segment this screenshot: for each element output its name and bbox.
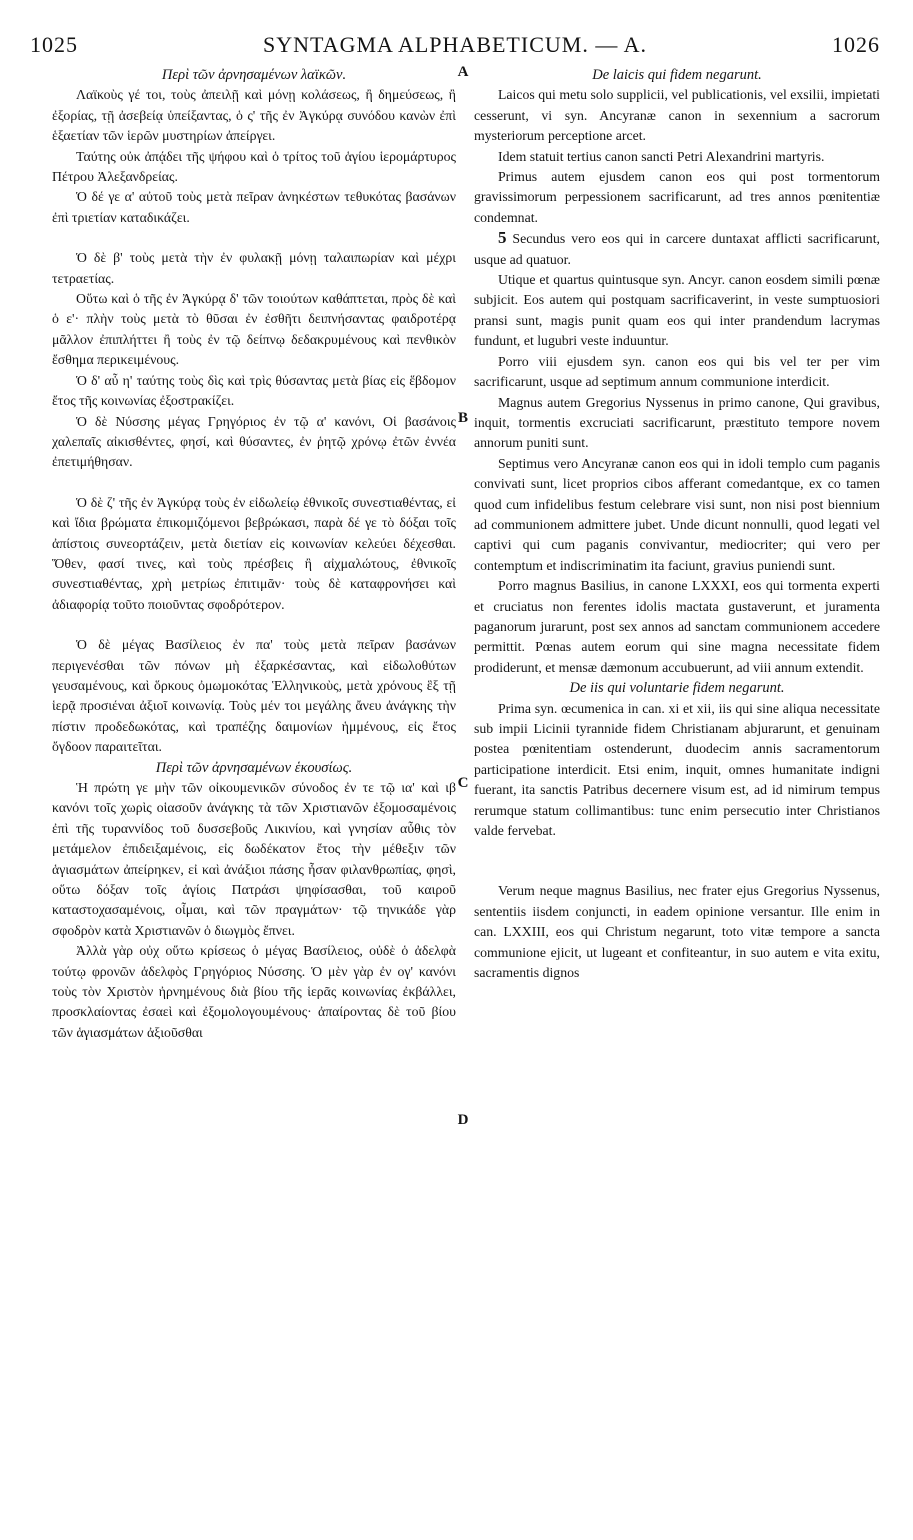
latin-column [474, 65, 880, 1520]
running-title: SYNTAGMA ALPHABETICUM. — A. [263, 32, 647, 57]
latin-paragraph: Utique et quartus quintusque syn. Ancyr. canon eosdem simili pœnæ subjicit. Eos autem qui postquam sacrificaverint, in veste sumptuosiori pransi sunt, magis punit quam eos qui inter prandendum lacrymas fundunt, et lugubri veste induuntur. [474, 272, 880, 349]
latin-paragraph: Laicos qui metu solo supplicii, vel publicationis, vel exsilii, impietati cesserunt, vi syn. Ancyranæ canon in sexennium a sacrorum mysteriorum perceptione arcet. [474, 87, 880, 144]
greek-column [52, 65, 456, 1520]
latin-paragraph [474, 228, 880, 270]
section-number: 5 [498, 228, 507, 248]
greek-paragraph: Ταύτης οὐκ ἀπᾴδει τῆς ψήφου καὶ ὁ τρίτος τοῦ ἁγίου ἱερομάρτυρος Πέτρου Ἀλεξανδρείας. [52, 148, 456, 185]
greek-paragraph: Ἀλλὰ γὰρ οὐχ οὕτω κρίσεως ὁ μέγας Βασίλειος, οὐδὲ ὁ ἀδελφὰ τούτῳ φρονῶν ἀδελφὸς Γρηγόριος Νύσσης. Ὁ μὲν γὰρ ἐν ογ' κανόνι τοὺς τὸν Χριστὸν ἠρνημένους διὰ βίου τῆς ἱερᾶς κοινωνίας ἐκβάλλει, προσκλαίοντας ἐσαεὶ καὶ ἐξομολογουμένους· ἀπαίροντας δὲ τοῦ βίου τῶν ἁγιασμάτων ἀξιοῦσθαι [52, 943, 456, 1040]
latin-heading-voluntary-denial: De iis qui voluntarie fidem negarunt. [569, 680, 785, 697]
greek-paragraph: Ἡ πρώτη γε μὴν τῶν οἰκουμενικῶν σύνοδος ἐν τε τῷ ια' καὶ ιβ κανόνι τοῖς χωρὶς οἱασοῦν ἀνάγκης τὰ τῶν Χριστιανῶν ἐξομοσαμένοις ἐπὶ τῆς τυραννίδος τοῦ δυσσεβοῦς Λικινίου, καὶ γνησίαν αὖθις τὸν μετάμελον ἐπιδειξαμένοις, εἰς δωδέκατον ἔτος τὴν μέθεξιν τῶν ἁγιασμάτων ἀπείρηκεν, εἰ καὶ ἀνάξιοι πάσης ἦσαν φιλανθρωπίας, φησὶ, οὕτω δόξαν τοῖς ἁγίοις Πατράσι ψηφίσασθαι, τοῦ καιροῦ καταστοχασαμένοις, οἶμαι, καὶ τῶν πραγμάτων· τῷ τηνικάδε γὰρ σφοδρὸν κατὰ Χριστιανῶν ὁ διωγμὸς ἔπνει. [52, 780, 456, 938]
greek-paragraph: Ὁ δὲ μέγας Βασίλειος ἐν πα' τοὺς μετὰ πεῖραν βασάνων περιγενέσθαι τῶν πόνων μὴ ἐξαρκέσαντας, καὶ εἰδωλοθύτων γευσαμένους, καὶ ὅρκους ὀμωμοκότας Ἑλληνικοὺς, μετὰ χρόνους ἓξ τῇ ἱερᾷ προσιέναι ἀξιοῖ κοινωνίᾳ. Τοὺς μέν τοι μεγάλης ἄνευ ἀνάγκης τὴν πίστιν προδεδωκότας, καὶ τραπέζης δαιμονίων ἡμμένους, εἰς ἔτος ὄγδοον παραιτεῖται. [52, 637, 456, 755]
latin-paragraph-text: Secundus vero eos qui in carcere duntaxat afflicti sacrificarunt, usque ad quatuor. [474, 231, 880, 267]
margin-letter-b: B [457, 410, 468, 426]
page-header [30, 30, 880, 60]
margin-letter-d: D [457, 1112, 469, 1128]
greek-paragraph: Ὁ δ' αὖ η' ταύτης τοὺς δὶς καὶ τρὶς θύσαντας μετὰ βίας εἰς ἕβδομον ἔτος τῆς κοινωνίας ἐξοστρακίζει. [52, 372, 456, 409]
latin-paragraph: Septimus vero Ancyranæ canon eos qui in idoli templo cum paganis convivati sunt, licet proprios cibos afferant comedantque, ex co tamen quod cum infidelibus festum celebrare visi sunt, non nisi post biennium ad communionem admittere jubet. Unde dicunt nonnulli, quod legati vel captivi qui cum paganis convivantur, mediocriter; qui vero per contemptum et indiscriminatim ita faciunt, gravius puniendi sunt. [474, 455, 880, 573]
greek-paragraph: Λαϊκοὺς γέ τοι, τοὺς ἀπειλῇ καὶ μόνῃ κολάσεως, ἢ δημεύσεως, ἢ ἐξορίας, τῇ ἀσεβείᾳ ὑπείξαντας, ὁ ς' τῆς ἐν Ἀγκύρᾳ συνόδου κανὼν ἐπὶ ἑξαετίαν τῶν ἱερῶν μυστηρίων ἀπείργει. [52, 87, 456, 144]
greek-heading-voluntary-denial: Περὶ τῶν ἀρνησαμένων ἑκουσίως. [155, 759, 353, 776]
page-number-left: 1025 [30, 32, 78, 57]
greek-paragraph: Ὁ δέ γε α' αὐτοῦ τοὺς μετὰ πεῖραν ἀνηκέστων τεθυκότας βασάνων ἐπὶ τριετίαν καταδικάζει. [52, 189, 456, 225]
greek-paragraph: Ὁ δὲ Νύσσης μέγας Γρηγόριος ἐν τῷ α' κανόνι, Οἱ βασάνοις χαλεπαῖς αἰκισθέντες, φησί, καὶ θύσαντες, ἐν ῥητῷ χρόνῳ ἐτῶν ἐννέα ἐπετιμήθησαν. [52, 413, 456, 470]
latin-paragraph: Idem statuit tertius canon sancti Petri Alexandrini martyris. [498, 148, 825, 164]
latin-paragraph: Porro magnus Basilius, in canone LXXXI, eos qui tormenta experti et cruciatus non ferentes idolis mactata gustaverunt, et juramenta paganorum jurarunt, post sex annos ad sanctam communionem accedere permittit. Pœnas autem eorum qui sine magna necessitate fidem prodiderunt, et mensæ dæmonum accubuerunt, ad viii annum extendit. [474, 578, 880, 675]
greek-paragraph: Ὁ δὲ ζ' τῆς ἐν Ἀγκύρᾳ τοὺς ἐν εἰδωλείῳ ἐθνικοῖς συνεστιαθέντας, εἰ καὶ ἴδια βρώματα ἐπικομιζόμενοι βεβρώκασι, παρὰ δέ γε τὸ δόξαι τοῖς ἀπίστοις συνεορτάζειν, μετὰ διετίαν εἰς κοινωνίαν κελεύει δέχεσθαι. Ὅθεν, φασί τινες, καὶ τοὺς πρέσβεις ἢ αἰχμαλώτους, ἐθνικοῖς συνεστιαθέντας, χρὴ μετρίως ἐπιτιμᾶν· τοὺς δὲ καταφρονήσει καὶ ἀδιαφορίᾳ τοῦτο ποιοῦντας σφοδρότερον. [52, 494, 456, 612]
latin-paragraph: Prima syn. œcumenica in can. xi et xii, iis qui sine aliqua necessitate sub impii Licinii tyrannide fidem Christianam abjurarunt, et genuinam postea pœnitentiam ostenderunt, duodecim annis sacramentorum participatione interdicit. Etsi enim, inquit, omnes humanitate indigni fuerant, ita sanctis Patribus decernere visum est, ad id nimirum tempus rerumque statum collimantibus: tunc enim persecutio inter Christianos valde fervebat. [474, 700, 880, 839]
margin-letter-a: A [457, 64, 469, 80]
margin-letter-c: C [457, 775, 469, 791]
latin-paragraph: Porro viii ejusdem syn. canon eos qui bis vel ter per vim sacrificarunt, usque ad septimum annum communione interdicit. [474, 353, 880, 390]
latin-heading-lapsed-laity: De laicis qui fidem negarunt. [592, 67, 762, 83]
greek-paragraph: Ὁ δὲ β' τοὺς μετὰ τὴν ἐν φυλακῇ μόνῃ ταλαιπωρίαν καὶ μέχρι τετραετίας. [52, 250, 456, 286]
latin-paragraph: Magnus autem Gregorius Nyssenus in primo canone, Qui gravibus, inquit, tormentis excruciati sacrificarunt, præstituto tempore novem annorum puniti sunt. [474, 394, 880, 451]
greek-heading-lapsed-laity: Περὶ τῶν ἀρνησαμένων λαϊκῶν. [161, 67, 347, 83]
latin-paragraph: Primus autem ejusdem canon eos qui post tormentorum gravissimorum perpessionem sacrificarunt, ad tres annos pœnitentiæ condemnat. [474, 169, 880, 225]
greek-paragraph: Οὕτω καὶ ὁ τῆς ἐν Ἀγκύρᾳ δ' τῶν τοιούτων καθάπτεται, πρὸς δὲ καὶ ὁ ε'· πλὴν τοὺς μετὰ τὸ θῦσαι ἐν ἐσθῆτι δειπνήσαντας φαιδροτέρᾳ μᾶλλον ἐπιπλήττει ἢ τοὺς ἐν τῷ δείπνῳ δεδακρυμένους καὶ πενθικὸν ἔσθημα περικειμένους. [52, 291, 456, 368]
latin-paragraph: Verum neque magnus Basilius, nec frater ejus Gregorius Nyssenus, sententiis iisdem conjuncti, in eadem opinione versantur. Ille enim in can. LXXIII, eos qui Christum negarunt, toto vitæ tempore a sancta communione ejicit, ut lugeant et confiteantur, in suo autem e vita exitu, sacramentis dignos [474, 883, 880, 981]
page-number-right: 1026 [832, 32, 880, 57]
